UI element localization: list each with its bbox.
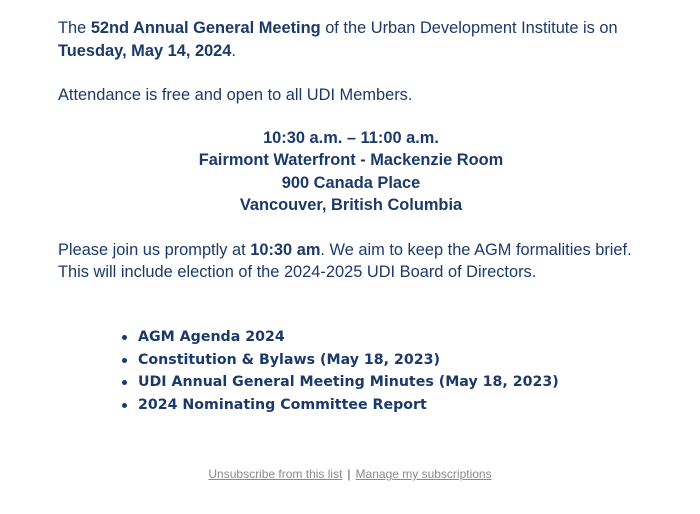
nominating-report-link[interactable]: 2024 Nominating Committee Report: [138, 396, 427, 413]
manage-subscriptions-link[interactable]: Manage my subscriptions: [355, 467, 492, 481]
meeting-announcement: [58, 17, 638, 62]
event-city: Vancouver, British Columbia: [239, 196, 463, 214]
constitution-bylaws-link[interactable]: Constitution & Bylaws (May 18, 2023): [138, 351, 440, 368]
event-venue: Fairmont Waterfront - Mackenzie Room: [198, 151, 504, 169]
closing-paragraph: Please join us promptly at 10:30 am. We aim to keep the AGM formalities brief. This will include election of the 2024-2025 UDI Board of Directors.: [58, 240, 632, 281]
event-time: 10:30 a.m. – 11:00 a.m.: [263, 128, 439, 147]
event-details: [58, 127, 638, 217]
list-item: [121, 394, 559, 417]
list-item: [121, 326, 559, 349]
agm-minutes-link[interactable]: UDI Annual General Meeting Minutes (May 18, 2023): [138, 374, 559, 391]
unsubscribe-link[interactable]: Unsubscribe from this list: [208, 467, 343, 481]
meeting-name: 52nd Annual General Meeting: [90, 19, 321, 37]
event-address: 900 Canada Place: [281, 173, 421, 192]
agm-agenda-link[interactable]: AGM Agenda 2024: [138, 329, 285, 345]
bullet-icon: [122, 335, 127, 340]
start-time: 10:30 am: [250, 240, 321, 259]
attendance-note: Attendance is free and open to all UDI Members.: [58, 86, 413, 104]
list-item: [121, 349, 559, 372]
bullet-icon: [122, 358, 127, 363]
bullet-icon: [122, 380, 127, 385]
email-footer: [0, 467, 700, 481]
documents-list: [121, 326, 559, 416]
meeting-date: Tuesday, May 14, 2024: [58, 41, 232, 60]
intro-text: .: [231, 41, 236, 60]
bullet-icon: [122, 403, 127, 408]
intro-text: of the Urban Development Institute is on: [320, 19, 618, 37]
email-body: [58, 17, 638, 284]
footer-separator: |: [347, 467, 351, 481]
list-item: [121, 371, 559, 394]
intro-text: The: [58, 19, 91, 37]
